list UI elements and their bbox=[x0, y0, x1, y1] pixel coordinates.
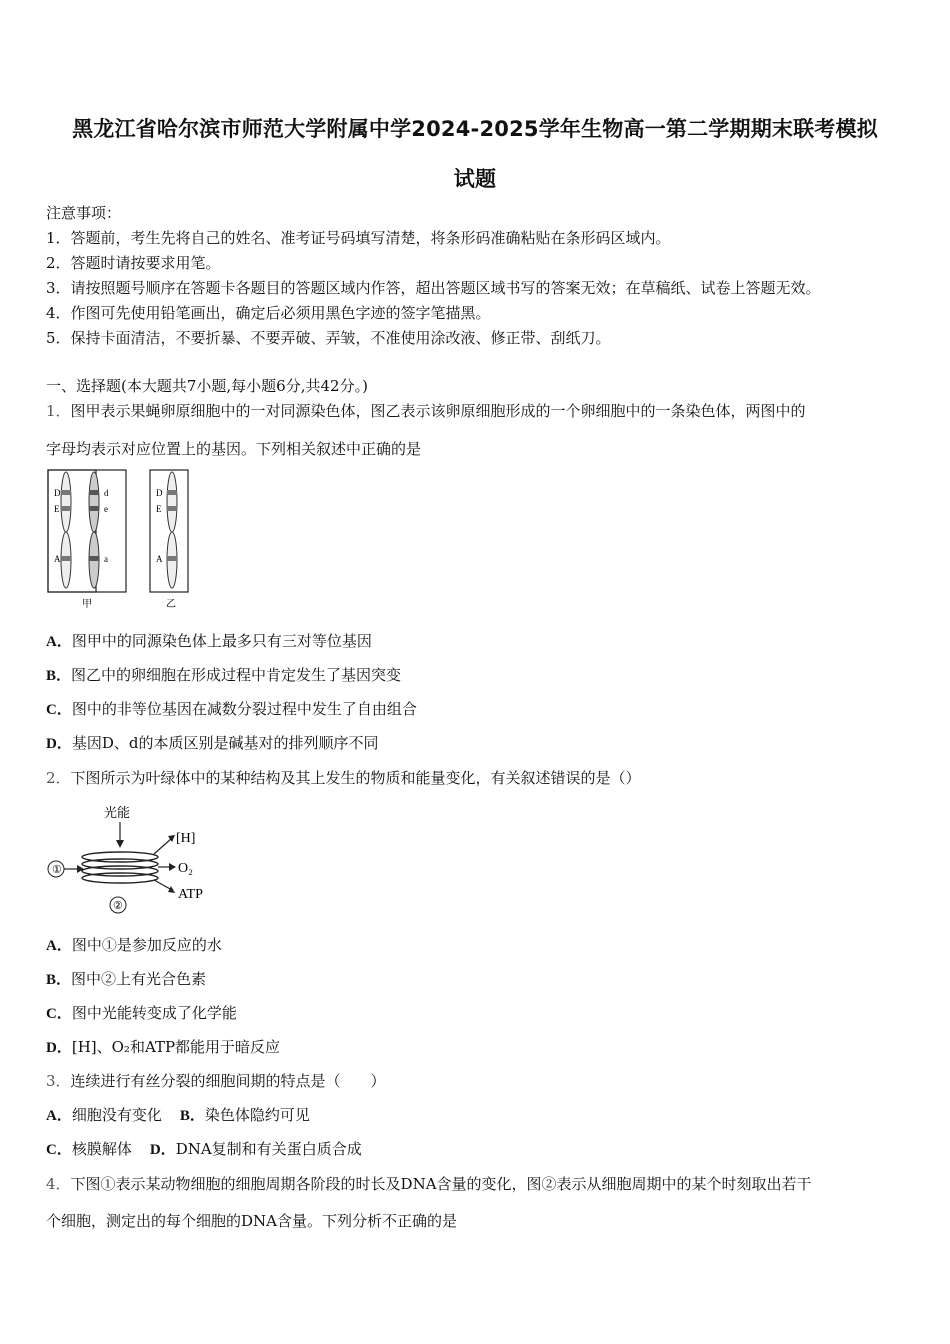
option-letter: C． bbox=[46, 1142, 72, 1158]
q3-options-row-2 bbox=[46, 1138, 362, 1159]
gene-label-E: E bbox=[54, 504, 60, 514]
yi-band-A bbox=[167, 556, 177, 561]
jia-band-E bbox=[61, 506, 71, 511]
notice-item-4: 4．作图可先使用铅笔画出，确定后必须用黑色字迹的签字笔描黑。 bbox=[46, 304, 491, 322]
q2-option-a bbox=[46, 934, 222, 955]
notice-item-3: 3．请按照题号顺序在答题卡各题目的答题区域内作答，超出答题区域书写的答案无效；在草稿纸、试卷上答题无效。 bbox=[46, 279, 821, 297]
q3-option-b-text: 染色体隐约可见 bbox=[204, 1106, 310, 1124]
q4-stem-line-2: 个细胞，测定出的每个细胞的DNA含量。下列分析不正确的是 bbox=[46, 1212, 457, 1230]
q4-number: 4． bbox=[46, 1175, 71, 1193]
jia-band-A bbox=[61, 556, 71, 561]
q1-option-d bbox=[46, 732, 378, 753]
notice-item-1: 1．答题前，考生先将自己的姓名、准考证号码填写清楚，将条形码准确粘贴在条形码区域内。 bbox=[46, 229, 671, 247]
output-arrow-atp bbox=[154, 880, 172, 890]
label-jia: 甲 bbox=[82, 599, 92, 610]
option-letter: C． bbox=[46, 702, 72, 718]
gene-label-A: A bbox=[54, 554, 61, 564]
output-arrow-h bbox=[154, 838, 172, 854]
option-letter: D． bbox=[46, 1040, 72, 1056]
title-line-2: 试题 bbox=[453, 167, 497, 191]
label-yi: 乙 bbox=[166, 599, 176, 610]
q4-stem-text: 下图①表示某动物细胞的细胞周期各阶段的时长及DNA含量的变化，图②表示从细胞周期中的某个时刻取出若干 bbox=[70, 1175, 812, 1193]
q3-option-c-text: 核膜解体 bbox=[71, 1140, 132, 1158]
q3-option-d-text: DNA复制和有关蛋白质合成 bbox=[175, 1140, 362, 1158]
jia-band-a bbox=[89, 556, 99, 561]
option-letter: D． bbox=[149, 1142, 176, 1158]
q1-stem-line-2: 字母均表示对应位置上的基因。下列相关叙述中正确的是 bbox=[46, 440, 422, 458]
output-o2-label: O₂ bbox=[178, 861, 193, 876]
jia-chromosome-right-upper bbox=[89, 472, 99, 532]
option-letter: D． bbox=[46, 736, 72, 752]
option-letter: B． bbox=[46, 972, 72, 988]
output-atp-label: ATP bbox=[178, 887, 203, 902]
light-energy-label: 光能 bbox=[104, 805, 131, 820]
q1-option-a bbox=[46, 630, 372, 651]
output-h-label: [H] bbox=[176, 831, 196, 846]
section-heading: 一、选择题(本大题共7小题,每小题6分,共42分。) bbox=[46, 377, 368, 395]
light-arrow-head bbox=[116, 840, 124, 848]
q2-stem-text: 下图所示为叶绿体中的某种结构及其上发生的物质和能量变化，有关叙述错误的是（） bbox=[70, 769, 641, 787]
option-letter: B． bbox=[46, 668, 72, 684]
option-text: 图中的非等位基因在减数分裂过程中发生了自由组合 bbox=[71, 700, 417, 718]
option-letter: A． bbox=[46, 1108, 72, 1124]
q1-stem-line-1 bbox=[46, 400, 806, 421]
option-text: 图乙中的卵细胞在形成过程中肯定发生了基因突变 bbox=[71, 666, 402, 684]
output-arrow-atp-head bbox=[168, 886, 175, 893]
q2-number: 2． bbox=[46, 769, 71, 787]
jia-band-D bbox=[61, 490, 71, 495]
yi-band-E bbox=[167, 506, 177, 511]
q1-stem-text: 图甲表示果蝇卵原细胞中的一对同源染色体，图乙表示该卵原细胞形成的一个卵细胞中的一条染色体，两图中的 bbox=[70, 402, 806, 420]
option-text: [H]、O₂和ATP都能用于暗反应 bbox=[71, 1038, 281, 1056]
option-text: 图甲中的同源染色体上最多只有三对等位基因 bbox=[71, 632, 372, 650]
q2-thylakoid-figure bbox=[46, 800, 221, 915]
label-1: ① bbox=[52, 864, 62, 876]
q1-option-b bbox=[46, 664, 401, 685]
q3-options-row-1 bbox=[46, 1104, 310, 1125]
q3-stem bbox=[46, 1070, 386, 1091]
jia-band-d bbox=[89, 490, 99, 495]
notice-heading: 注意事项： bbox=[46, 204, 122, 222]
q2-option-b bbox=[46, 968, 206, 989]
notice-item-5: 5．保持卡面清洁，不要折暴、不要弄破、弄皱，不准使用涂改液、修正带、刮纸刀。 bbox=[46, 329, 611, 347]
thylakoid-disc-4 bbox=[82, 873, 158, 883]
option-letter: B． bbox=[179, 1108, 205, 1124]
jia-band-e bbox=[89, 506, 99, 511]
gene-label-a: a bbox=[104, 554, 108, 564]
option-letter: A． bbox=[46, 634, 72, 650]
q3-stem-text: 连续进行有丝分裂的细胞间期的特点是（ ） bbox=[70, 1072, 386, 1090]
q4-stem-line-1 bbox=[46, 1173, 812, 1194]
q2-option-c bbox=[46, 1002, 237, 1023]
option-text: 基因D、d的本质区别是碱基对的排列顺序不同 bbox=[71, 734, 379, 752]
option-text: 图中②上有光合色素 bbox=[71, 970, 207, 988]
notice-item-2: 2．答题时请按要求用笔。 bbox=[46, 254, 221, 272]
q3-number: 3． bbox=[46, 1072, 71, 1090]
jia-chromosome-left-upper bbox=[61, 472, 71, 532]
yi-chromosome-upper bbox=[167, 472, 177, 532]
q1-number: 1． bbox=[46, 402, 71, 420]
q2-stem bbox=[46, 767, 641, 788]
gene-label-D: D bbox=[54, 488, 61, 498]
label-2: ② bbox=[113, 900, 123, 912]
option-letter: A． bbox=[46, 938, 72, 954]
gene-label-d: d bbox=[104, 488, 109, 498]
q3-option-a-text: 细胞没有变化 bbox=[71, 1106, 162, 1124]
q1-option-c bbox=[46, 698, 417, 719]
yi-gene-label-D: D bbox=[156, 488, 163, 498]
gene-label-e: e bbox=[104, 504, 108, 514]
output-arrow-o2-head bbox=[169, 863, 176, 871]
title-line-1: 黑龙江省哈尔滨市师范大学附属中学2024-2025学年生物高一第二学期期末联考模拟 bbox=[72, 117, 878, 141]
yi-gene-label-E: E bbox=[156, 504, 162, 514]
q1-chromosome-figure bbox=[46, 468, 196, 613]
q2-option-d bbox=[46, 1036, 280, 1057]
option-letter: C． bbox=[46, 1006, 72, 1022]
option-text: 图中光能转变成了化学能 bbox=[71, 1004, 237, 1022]
option-text: 图中①是参加反应的水 bbox=[71, 936, 222, 954]
yi-gene-label-A: A bbox=[156, 554, 163, 564]
yi-band-D bbox=[167, 490, 177, 495]
